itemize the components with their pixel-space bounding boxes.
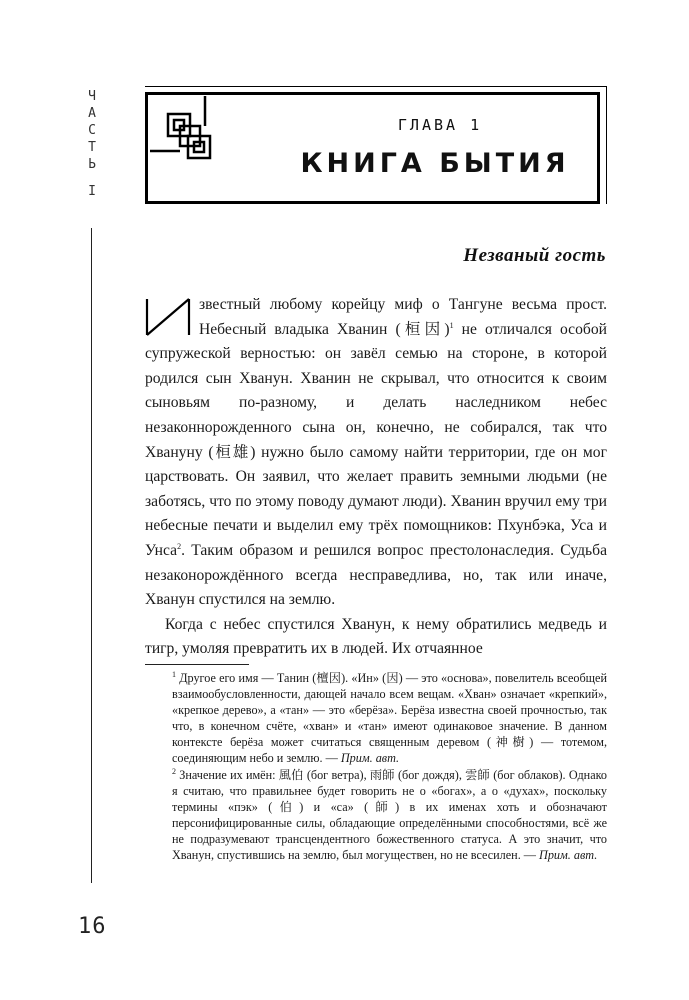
footnote-note: Прим. авт. [539, 848, 598, 863]
part-label-letter: Т [88, 140, 96, 155]
knot-ornament-icon [150, 96, 230, 176]
paragraph [145, 293, 607, 613]
dropcap-letter-icon [145, 297, 191, 337]
section-heading: Незваный гость [463, 245, 606, 266]
chapter-number: ГЛАВА 1 [397, 116, 483, 134]
footnote-rule [145, 664, 249, 665]
part-label [84, 88, 100, 200]
footnote-ref: 1 [449, 320, 454, 330]
footnote-text: Значение их имён: 風伯 (бог ветра), 雨師 (бог дождя), 雲師 (бог облаков). Однако я считаю, что правильнее будет говорить не о «богах», а о «духах», поскольку термины «пэк» (伯) и «са» (師) в их именах хоть и обозначают персонифицированные силы, обладающие определёнными способностями, всё же не подразумевают трансцендентного божественного статуса. А это значит, что Хванун, спустившись на землю, был могуществен, но не всесилен. — [172, 767, 607, 863]
footnotes [172, 670, 607, 863]
footnote [172, 670, 607, 767]
paragraph: Когда с небес спустился Хванун, к нему обратились медведь и тигр, умоляя превратить их в людей. Их отчаянное [145, 615, 607, 658]
footnote-ref: 2 [177, 541, 182, 551]
footnote-note: Прим. авт. [340, 751, 400, 766]
part-label-letter: А [88, 106, 96, 121]
part-label-letter: С [88, 123, 96, 138]
part-number: I [88, 184, 96, 199]
footnote-text: Другое его имя — Танин (檀因). «Ин» (因) — это «основа», повелитель всеобщей взаимообусловленности, дающей начало всем вещам. «Хван» означает «крепкий», «крепкое дерево», а «тан» — это «берёза». Берёза известна своей прочностью, так что, в конечном счёте, «хван» и «тан» имеют одинаковое значение. В данном контексте берёза может считаться священным деревом (神樹) — тотемом, соединяющим небо и землю. — [172, 671, 607, 766]
chapter-title: КНИГА БЫТИЯ [300, 148, 570, 179]
page-number: 16 [78, 914, 107, 939]
side-divider [91, 228, 92, 883]
part-label-letter: Ч [88, 89, 96, 104]
paragraph-text: не отличался особой супружеской верностью: он завёл семью на стороне, в которой родился сын Хванун. Хванин не скрывал, что относится к своим сыновьям по-разному, и делать наследником небес незаконнорожденного сына он, конечно, не собирался, так что Хвануну (桓雄) нужно было самому найти территории, где он мог царствовать. Он заявил, что желает править земными людьми (не заботясь, что по этому поводу думают люди). Хванин вручил ему три небесные печати и выделил ему трёх помощников: Пхунбэка, Уса и Унса [145, 320, 607, 559]
body-text [145, 293, 607, 662]
paragraph-text: звестный любому корейцу миф о Тангуне весьма прост. Небесный владыка Хванин (桓因) [199, 296, 607, 338]
footnote [172, 767, 607, 864]
footnote-mark: 2 [172, 766, 176, 776]
part-label-letter: Ь [88, 157, 96, 172]
paragraph-text: . Таким образом и решился вопрос престолонаследия. Судьба незаконорождённого всегда несправедлива, но, так или иначе, Хванун спустился на землю. [145, 541, 607, 609]
footnote-mark: 1 [172, 669, 176, 679]
dropcap [145, 297, 191, 337]
